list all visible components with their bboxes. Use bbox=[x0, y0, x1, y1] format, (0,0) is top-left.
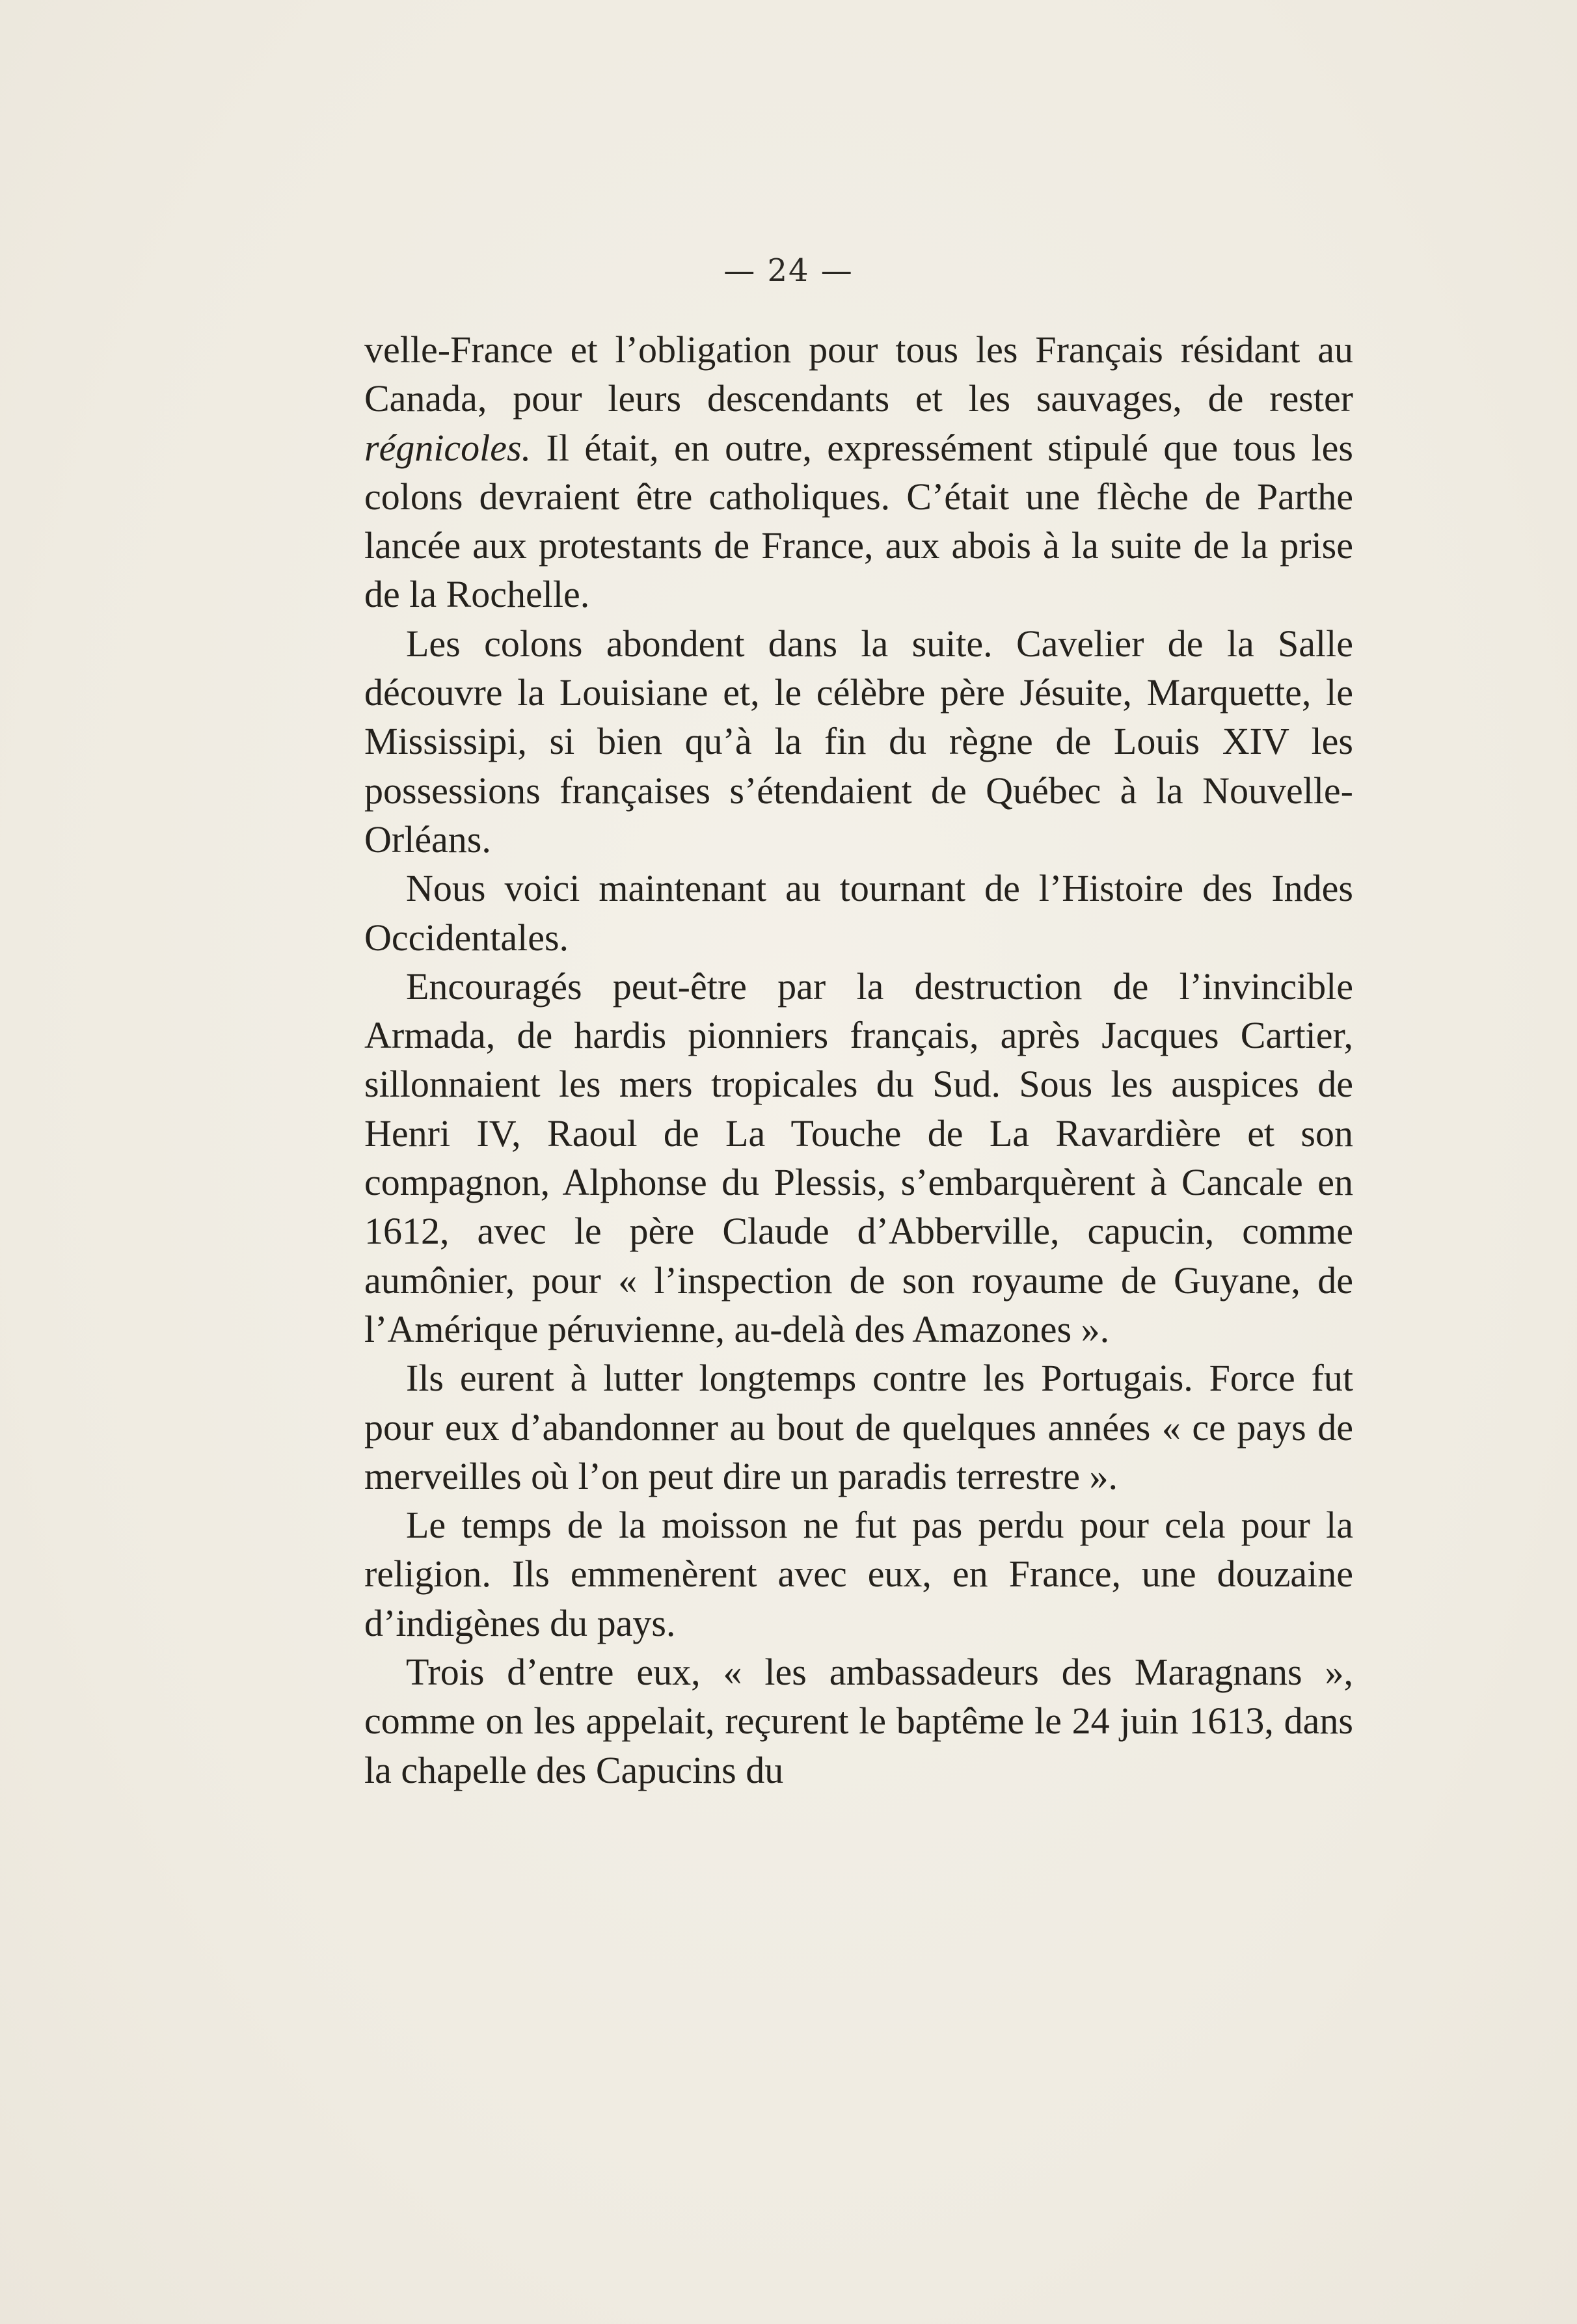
paragraph-4: Encouragés peut-être par la destruction de l’invincible Armada, de hardis pionniers français, après Jacques Cartier, sillonnaient les mers tropicales du Sud. Sous les auspices de Henri IV, Raoul de La Touche de La Ravardière et son compagnon, Alphonse du Plessis, s’embarquèrent à Cancale en 1612, avec le père Claude d’Abberville, capucin, comme aumônier, pour « l’inspection de son royaume de Guyane, de l’Amérique péruvienne, au-delà des Amazones ». bbox=[364, 965, 1353, 1350]
paragraph-3: Nous voici maintenant au tournant de l’Histoire des Indes Occidentales. bbox=[364, 867, 1353, 959]
paragraph-7: Trois d’entre eux, « les ambassadeurs des Maragnans », comme on les appelait, reçurent le baptême le 24 juin 1613, dans la chapelle des Capucins du bbox=[364, 1651, 1353, 1791]
paragraph-1 bbox=[364, 325, 1353, 619]
paragraph-1-text-b: Il était, en outre, expressément stipulé que tous les colons devraient être catholiques. C’était une flèche de Parthe lancée aux protestants de France, aux abois à la suite de la prise de la Rochelle. bbox=[364, 426, 1353, 616]
page-number: — 24 — bbox=[723, 252, 854, 289]
paragraph-1-italic-term: régnicoles. bbox=[364, 426, 532, 469]
paragraph-6: Le temps de la moisson ne fut pas perdu pour cela pour la religion. Ils emmenèrent avec eux, en France, une douzaine d’indigènes du pays. bbox=[364, 1504, 1353, 1644]
paragraph-5: Ils eurent à lutter longtemps contre les Portugais. Force fut pour eux d’abandonner au bout de quelques années « ce pays de merveilles où l’on peut dire un paradis terrestre ». bbox=[364, 1357, 1353, 1497]
paragraph-2: Les colons abondent dans la suite. Cavelier de la Salle découvre la Louisiane et, le célèbre père Jésuite, Marquette, le Mississipi, si bien qu’à la fin du règne de Louis XIV les possessions françaises s’étendaient de Québec à la Nouvelle-Orléans. bbox=[364, 622, 1353, 861]
body-text bbox=[364, 325, 1353, 1795]
paragraph-1-text-a: velle-France et l’obligation pour tous les Français résidant au Canada, pour leurs descendants et les sauvages, de rester bbox=[364, 328, 1353, 420]
